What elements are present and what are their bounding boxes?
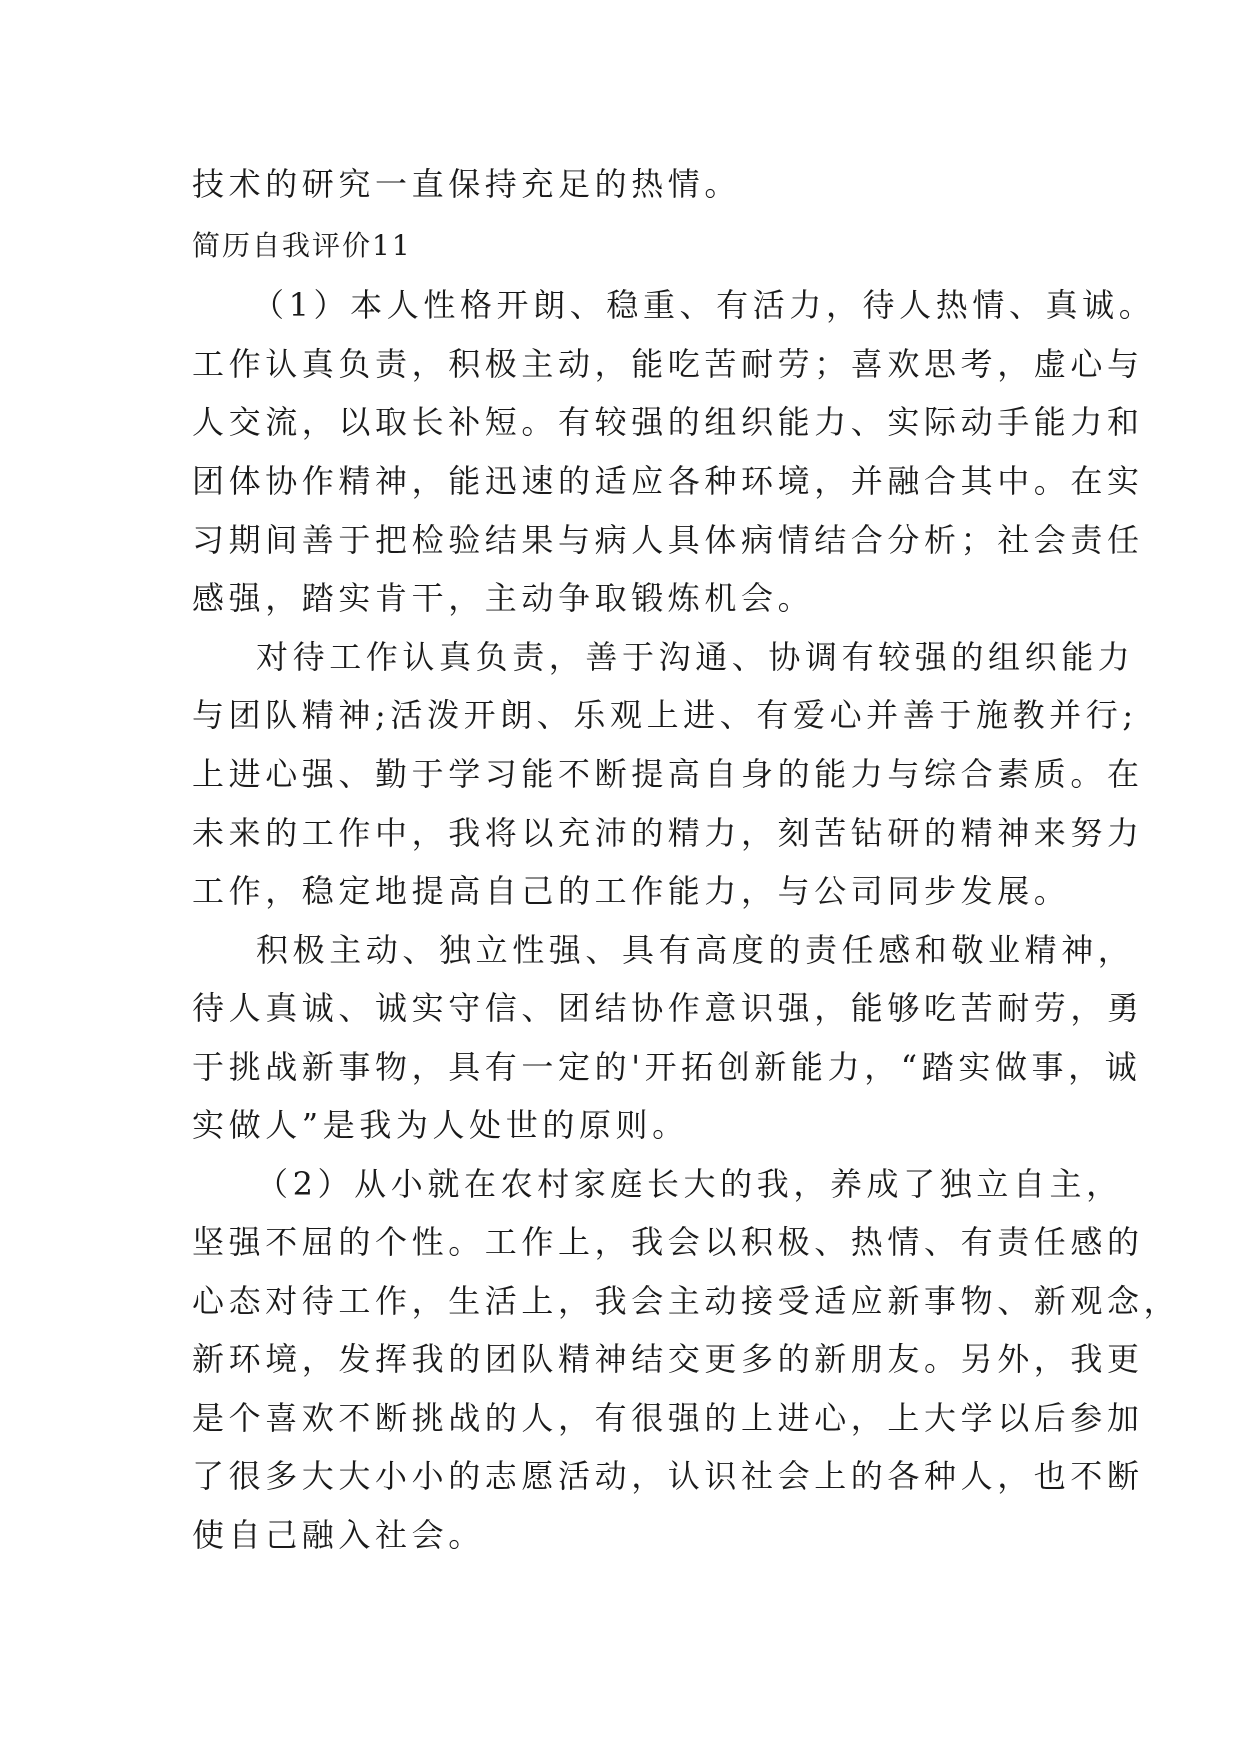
text-line: 新环境，发挥我的团队精神结交更多的新朋友。另外，我更 [192, 1340, 1144, 1378]
text-line: 于挑战新事物，具有一定的'开拓创新能力，“踏实做事，诚 [192, 1048, 1142, 1086]
text-line: 与团队精神;活泼开朗、乐观上进、有爱心并善于施教并行; [192, 696, 1138, 734]
text-line: 习期间善于把检验结果与病人具体病情结合分析；社会责任 [192, 521, 1144, 559]
text-line: 实做人”是我为人处世的原则。 [192, 1106, 689, 1144]
text-line: 待人真诚、诚实守信、团结协作意识强，能够吃苦耐劳，勇 [192, 989, 1144, 1027]
text-line: 坚强不屈的个性。工作上，我会以积极、热情、有责任感的 [192, 1223, 1144, 1261]
section-heading: 简历自我评价11 [192, 229, 412, 262]
text-line: 心态对待工作，生活上，我会主动接受适应新事物、新观念， [192, 1282, 1181, 1320]
text-line: 使自己融入社会。 [192, 1516, 485, 1554]
text-line: 了很多大大小小的志愿活动，认识社会上的各种人，也不断 [192, 1457, 1144, 1495]
text-line: 积极主动、独立性强、具有高度的责任感和敬业精神， [256, 931, 1135, 969]
text-line: 技术的研究一直保持充足的热情。 [192, 165, 742, 203]
text-line: 未来的工作中，我将以充沛的精力，刻苦钻研的精神来努力 [192, 814, 1144, 852]
text-line: 工作认真负责，积极主动，能吃苦耐劳；喜欢思考，虚心与 [192, 345, 1144, 383]
text-line: （1）本人性格开朗、稳重、有活力，待人热情、真诚。 [252, 286, 1156, 324]
text-line: 感强，踏实肯干，主动争取锻炼机会。 [192, 579, 815, 617]
text-line: 工作，稳定地提高自己的工作能力，与公司同步发展。 [192, 872, 1071, 910]
text-line: 上进心强、勤于学习能不断提高自身的能力与综合素质。在 [192, 755, 1144, 793]
text-line: 人交流，以取长补短。有较强的组织能力、实际动手能力和 [192, 403, 1144, 441]
text-line: 对待工作认真负责，善于沟通、协调有较强的组织能力 [256, 638, 1135, 676]
text-line: 团体协作精神，能迅速的适应各种环境，并融合其中。在实 [192, 462, 1144, 500]
text-line: （2）从小就在农村家庭长大的我，养成了独立自主， [256, 1165, 1123, 1203]
text-line: 是个喜欢不断挑战的人，有很强的上进心，上大学以后参加 [192, 1399, 1144, 1437]
